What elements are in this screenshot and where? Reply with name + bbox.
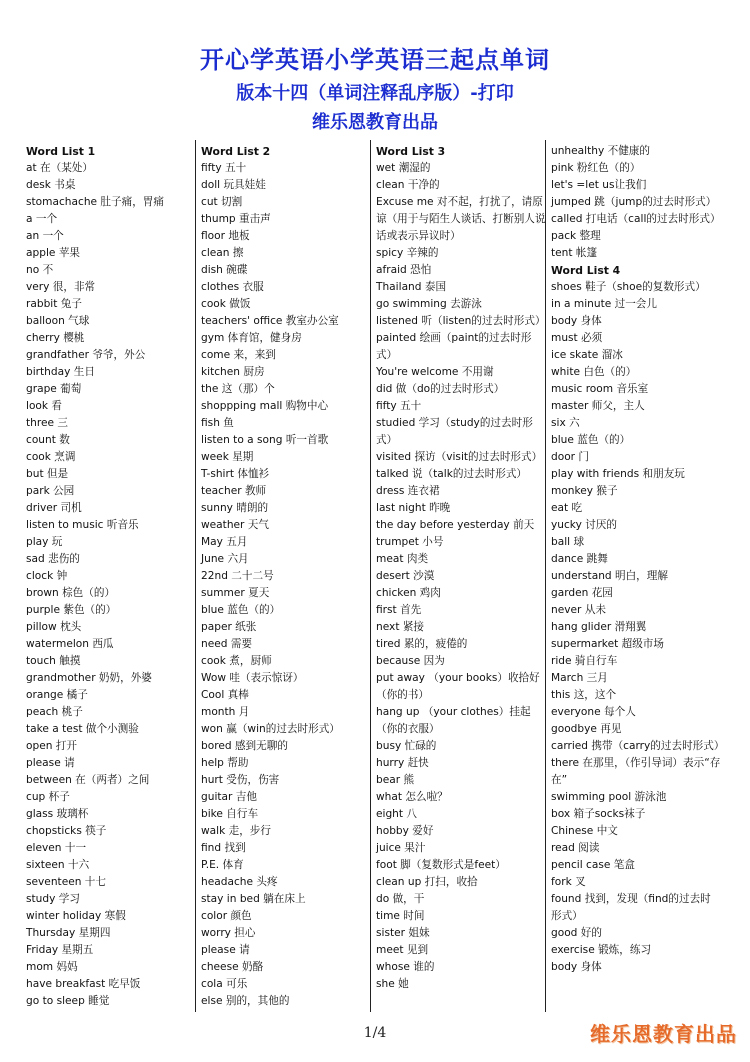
word-entry: grape 葡萄: [26, 383, 82, 395]
word-entry: in a minute 过一会儿: [551, 298, 657, 310]
word-entry: sad 悲伤的: [26, 553, 80, 565]
word-entry: winter holiday 寒假: [26, 910, 126, 922]
word-entry: summer 夏天: [201, 587, 270, 599]
word-entry: clean 擦: [201, 247, 244, 259]
word-entry: do 做，干: [376, 893, 425, 905]
word-entry: hobby 爱好: [376, 825, 434, 837]
word-entry: body 身体: [551, 961, 602, 973]
word-entry: monkey 猴子: [551, 485, 618, 497]
page-title: 开心学英语小学英语三起点单词: [200, 46, 550, 74]
word-entry: cup 杯子: [26, 791, 70, 803]
page-number: 1/4: [363, 1025, 387, 1041]
word-entry: cut 切割: [201, 196, 243, 208]
word-entry: meat 肉类: [376, 553, 429, 565]
word-entry: have breakfast 吃早饭: [26, 978, 141, 990]
word-entry: else 别的，其他的: [201, 995, 290, 1007]
word-entry: dress 连衣裙: [376, 485, 440, 497]
word-entry: everyone 每个人: [551, 706, 636, 718]
word-entry: look 看: [26, 400, 63, 412]
word-entry: open 打开: [26, 740, 77, 752]
word-entry: did 做（do的过去时形式）: [376, 383, 505, 395]
word-entry: understand 明白，理解: [551, 570, 668, 582]
word-entry: find 找到: [201, 842, 246, 854]
word-entry: jumped 跳（jump的过去时形式）: [551, 196, 717, 208]
word-entry: painted 绘画（paint的过去时形式）: [376, 332, 532, 361]
word-entry: between 在（两者）之间: [26, 774, 150, 786]
word-entry: Thailand 泰国: [376, 281, 447, 293]
word-entry: play with friends 和朋友玩: [551, 468, 685, 480]
word-entry: Friday 星期五: [26, 944, 94, 956]
word-entry: watermelon 西瓜: [26, 638, 114, 650]
word-entry: white 白色（的）: [551, 366, 637, 378]
word-entry: a 一个: [26, 213, 58, 225]
word-entry: hang glider 滑翔翼: [551, 621, 647, 633]
word-entry: gym 体育馆，健身房: [201, 332, 302, 344]
word-entry: pack 整理: [551, 230, 601, 242]
word-entry: eight 八: [376, 808, 418, 820]
word-entry: studied 学习（study的过去时形式）: [376, 417, 533, 446]
word-entry: found 找到，发现（find的过去时形式）: [551, 893, 711, 922]
word-entry: apple 苹果: [26, 247, 80, 259]
word-entry: wet 潮湿的: [376, 162, 431, 174]
word-entry: no 不: [26, 264, 54, 276]
word-entry: swimming pool 游泳池: [551, 791, 667, 803]
word-entry: floor 地板: [201, 230, 250, 242]
word-entry: dance 跳舞: [551, 553, 608, 565]
word-entry: very 很，非常: [26, 281, 96, 293]
brand-watermark: 维乐恩教育出品: [590, 1022, 737, 1046]
word-entry: mom 妈妈: [26, 961, 78, 973]
word-entry: seventeen 十七: [26, 876, 106, 888]
word-entry: go swimming 去游泳: [376, 298, 482, 310]
word-entry: fish 鱼: [201, 417, 234, 429]
word-entry: she 她: [376, 978, 409, 990]
word-entry: the 这（那）个: [201, 383, 275, 395]
word-entry: clock 钟: [26, 570, 68, 582]
word-entry: but 但是: [26, 468, 69, 480]
word-entry: put away （your books）收拾好（你的书）: [376, 672, 540, 701]
word-entry: cherry 樱桃: [26, 332, 85, 344]
word-entry: please 请: [201, 944, 250, 956]
word-entry: juice 果汁: [376, 842, 426, 854]
word-entry: Chinese 中文: [551, 825, 618, 837]
word-entry: walk 走，步行: [201, 825, 271, 837]
word-entry: called 打电话（call的过去时形式）: [551, 213, 721, 225]
word-entry: play 玩: [26, 536, 63, 548]
word-entry: chopsticks 筷子: [26, 825, 107, 837]
word-entry: the day before yesterday 前天: [376, 519, 535, 531]
word-entry: whose 谁的: [376, 961, 435, 973]
word-entry: doll 玩具娃娃: [201, 179, 266, 191]
word-entry: 22nd 二十二号: [201, 570, 274, 582]
word-entry: month 月: [201, 706, 250, 718]
word-entry: last night 昨晚: [376, 502, 451, 514]
word-entry: at 在（某处）: [26, 162, 93, 174]
word-entry: listen to a song 听一首歌: [201, 434, 329, 446]
word-entry: desk 书桌: [26, 179, 76, 191]
word-entry: spicy 辛辣的: [376, 247, 439, 259]
word-entry: shoppping mall 购物中心: [201, 400, 329, 412]
word-entry: exercise 锻炼，练习: [551, 944, 652, 956]
word-list-column-3: [376, 143, 546, 1013]
word-entry: next 紧接: [376, 621, 425, 633]
word-entry: shoes 鞋子（shoe的复数形式）: [551, 281, 706, 293]
word-entry: read 阅读: [551, 842, 600, 854]
word-entry: sister 姐妹: [376, 927, 430, 939]
word-entry: bike 自行车: [201, 808, 259, 820]
word-entry: sixteen 十六: [26, 859, 90, 871]
word-entry: balloon 气球: [26, 315, 90, 327]
word-entry: master 师父，主人: [551, 400, 645, 412]
word-entry: unhealthy 不健康的: [551, 145, 650, 157]
word-entry: need 需要: [201, 638, 253, 650]
word-entry: color 颜色: [201, 910, 252, 922]
word-entry: foot 脚（复数形式是feet）: [376, 859, 506, 871]
word-entry: cook 烹调: [26, 451, 76, 463]
word-entry: blue 蓝色（的）: [551, 434, 631, 446]
word-entry: three 三: [26, 417, 68, 429]
word-entry: cook 煮，厨师: [201, 655, 272, 667]
word-entry: thump 重击声: [201, 213, 271, 225]
word-entry: afraid 恐怕: [376, 264, 432, 276]
word-entry: take a test 做个小测验: [26, 723, 139, 735]
word-entry: teachers' office 教室办公室: [201, 315, 339, 327]
word-entry: Excuse me 对不起，打扰了，请原谅（用于与陌生人谈话、打断别人说话或表示异议时）: [376, 196, 546, 242]
word-list-heading: Word List 3: [376, 145, 446, 158]
word-entry: pencil case 笔盒: [551, 859, 635, 871]
word-entry: T-shirt 体恤衫: [201, 468, 270, 480]
word-entry: because 因为: [376, 655, 445, 667]
word-entry: kitchen 厨房: [201, 366, 265, 378]
word-entry: hurt 受伤，伤害: [201, 774, 280, 786]
word-entry: what 怎么啦？: [376, 791, 448, 803]
word-entry: pillow 枕头: [26, 621, 82, 633]
word-entry: week 星期: [201, 451, 254, 463]
word-entry: cola 可乐: [201, 978, 248, 990]
word-entry: You're welcome 不用谢: [376, 366, 494, 378]
word-entry: June 六月: [201, 553, 249, 565]
word-entry: clean up 打扫，收拾: [376, 876, 478, 888]
word-entry: there 在那里，（作引导词）表示“存在”: [551, 757, 721, 786]
word-entry: count 数: [26, 434, 70, 446]
word-list-column-1: [26, 143, 196, 1013]
word-entry: guitar 吉他: [201, 791, 257, 803]
word-list-column-2: [201, 143, 371, 1013]
word-entry: orange 橘子: [26, 689, 88, 701]
word-entry: fifty 五十: [376, 400, 422, 412]
word-entry: please 请: [26, 757, 75, 769]
word-entry: glass 玻璃杯: [26, 808, 89, 820]
word-entry: study 学习: [26, 893, 80, 905]
word-entry: visited 探访（visit的过去时形式）: [376, 451, 543, 463]
word-entry: brown 棕色（的）: [26, 587, 116, 599]
word-entry: teacher 教师: [201, 485, 267, 497]
word-entry: desert 沙漠: [376, 570, 435, 582]
word-entry: rabbit 兔子: [26, 298, 82, 310]
word-entry: talked 说（talk的过去时形式）: [376, 468, 528, 480]
word-entry: this 这，这个: [551, 689, 617, 701]
word-list-heading: Word List 2: [201, 145, 271, 158]
page-subtitle: 版本十四（单词注释乱序版）-打印: [236, 83, 514, 104]
word-entry: goodbye 再见: [551, 723, 622, 735]
word-entry: touch 触摸: [26, 655, 81, 667]
word-entry: supermarket 超级市场: [551, 638, 664, 650]
word-entry: headache 头疼: [201, 876, 278, 888]
word-entry: meet 见到: [376, 944, 429, 956]
word-entry: paper 纸张: [201, 621, 257, 633]
word-entry: door 门: [551, 451, 590, 463]
word-entry: box 箱子socks袜子: [551, 808, 646, 820]
word-list-column-4: [551, 143, 725, 1013]
word-entry: eat 吃: [551, 502, 583, 514]
word-entry: Thursday 星期四: [26, 927, 111, 939]
word-entry: hurry 赶快: [376, 757, 429, 769]
word-entry: clean 干净的: [376, 179, 440, 191]
word-entry: an 一个: [26, 230, 64, 242]
word-entry: March 三月: [551, 672, 608, 684]
word-list-heading: Word List 1: [26, 145, 96, 158]
word-entry: time 时间: [376, 910, 425, 922]
word-entry: sunny 晴朗的: [201, 502, 269, 514]
word-entry: purple 紫色（的）: [26, 604, 117, 616]
word-entry: tired 累的，疲倦的: [376, 638, 468, 650]
word-entry: May 五月: [201, 536, 248, 548]
word-entry: P.E. 体育: [201, 859, 244, 871]
word-entry: music room 音乐室: [551, 383, 649, 395]
word-entry: Wow 哇（表示惊讶）: [201, 672, 304, 684]
word-entry: park 公园: [26, 485, 75, 497]
word-entry: come 来，来到: [201, 349, 276, 361]
word-entry: listen to music 听音乐: [26, 519, 139, 531]
word-entry: must 必须: [551, 332, 603, 344]
word-entry: fifty 五十: [201, 162, 247, 174]
word-entry: bear 熊: [376, 774, 415, 786]
word-list-heading: Word List 4: [551, 264, 621, 277]
word-entry: won 赢（win的过去时形式）: [201, 723, 340, 735]
word-entry: busy 忙碌的: [376, 740, 437, 752]
word-entry: six 六: [551, 417, 580, 429]
word-entry: ride 骑自行车: [551, 655, 618, 667]
word-entry: listened 听（listen的过去时形式）: [376, 315, 546, 327]
word-entry: Cool 真棒: [201, 689, 249, 701]
word-entry: clothes 衣服: [201, 281, 264, 293]
word-entry: tent 帐篷: [551, 247, 598, 259]
word-entry: fork 叉: [551, 876, 586, 888]
word-entry: pink 粉红色（的）: [551, 162, 641, 174]
word-entry: eleven 十一: [26, 842, 87, 854]
publisher-line: 维乐恩教育出品: [312, 112, 438, 133]
word-entry: peach 桃子: [26, 706, 83, 718]
word-entry: cook 做饭: [201, 298, 251, 310]
word-entry: grandmother 奶奶，外婆: [26, 672, 152, 684]
word-entry: weather 天气: [201, 519, 269, 531]
word-entry: go to sleep 睡觉: [26, 995, 110, 1007]
word-entry: stomachache 肚子痛，胃痛: [26, 196, 164, 208]
word-entry: worry 担心: [201, 927, 256, 939]
word-entry: grandfather 爷爷，外公: [26, 349, 146, 361]
word-entry: yucky 讨厌的: [551, 519, 617, 531]
word-entry: ice skate 溜冰: [551, 349, 623, 361]
word-entry: never 从未: [551, 604, 606, 616]
word-entry: carried 携带（carry的过去时形式）: [551, 740, 725, 752]
word-entry: let's =let us让我们: [551, 179, 647, 191]
word-entry: help 帮助: [201, 757, 249, 769]
word-entry: first 首先: [376, 604, 422, 616]
word-entry: stay in bed 躺在床上: [201, 893, 306, 905]
word-entry: driver 司机: [26, 502, 82, 514]
word-entry: cheese 奶酪: [201, 961, 264, 973]
word-entry: birthday 生日: [26, 366, 95, 378]
word-entry: good 好的: [551, 927, 602, 939]
word-entry: hang up （your clothes）挂起（你的衣服）: [376, 706, 531, 735]
word-entry: garden 花园: [551, 587, 613, 599]
word-entry: trumpet 小号: [376, 536, 444, 548]
word-entry: ball 球: [551, 536, 585, 548]
word-entry: bored 感到无聊的: [201, 740, 288, 752]
word-entry: blue 蓝色（的）: [201, 604, 281, 616]
word-entry: chicken 鸡肉: [376, 587, 441, 599]
word-entry: dish 碗碟: [201, 264, 248, 276]
word-entry: body 身体: [551, 315, 602, 327]
